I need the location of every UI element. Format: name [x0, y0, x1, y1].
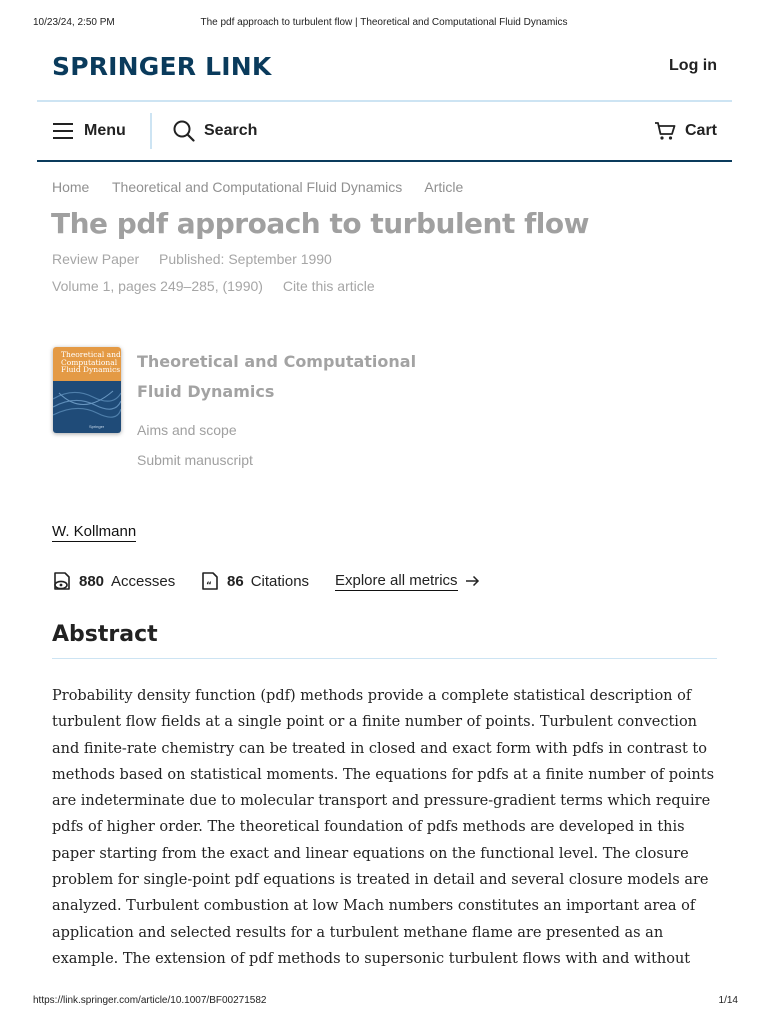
cover-bottom-band: [53, 381, 121, 433]
nav-bar: [37, 102, 732, 160]
breadcrumb-home[interactable]: Home: [52, 179, 90, 195]
search-button[interactable]: [173, 102, 257, 160]
cover-title: Theoretical and Computational Fluid Dynamics: [61, 350, 121, 374]
article-volume: Volume 1, pages 249–285, (1990): [52, 278, 263, 294]
svg-text:“: “: [206, 581, 212, 591]
accesses-metric: [52, 569, 175, 593]
citations-metric: [200, 569, 309, 593]
search-icon: [173, 120, 195, 142]
published-date: Published: September 1990: [159, 251, 332, 267]
abstract-heading: Abstract: [52, 622, 158, 647]
arrow-right-icon: [465, 575, 481, 587]
cite-article-link[interactable]: Cite this article: [282, 278, 375, 294]
metrics-bar: [52, 569, 552, 593]
author-link[interactable]: W. Kollmann: [52, 523, 137, 540]
springer-link-logo[interactable]: SPRINGER LINK: [52, 52, 272, 81]
cart-icon: [654, 121, 676, 141]
breadcrumb-article[interactable]: Article: [424, 179, 464, 195]
print-url: https://link.springer.com/article/10.1007/BF00271582: [33, 995, 267, 1006]
print-doc-title: The pdf approach to turbulent flow | Theoretical and Computational Fluid Dynamics: [200, 17, 568, 28]
article-type: Review Paper: [52, 251, 140, 267]
cover-swirl-graphic: [53, 381, 121, 433]
explore-metrics-label: Explore all metrics: [335, 571, 458, 589]
cart-button[interactable]: [654, 102, 717, 160]
abstract-text: Probability density function (pdf) methods provide a complete statistical description of turbulent flow fields at a single point or a finite number of points. Turbulent convection and finite-rate chemistry can be treated in closed and exact form with pdfs in contrast to methods based on statistical moments. The equations for pdfs at a finite number of points are indeterminate due to molecular transport and pressure-gradient terms which require pdfs of higher order. The theoretical foundation of pdfs methods are developed in this paper starting from the exact and linear equations on the functional level. The closure problem for single-point pdf equations is treated in detail and several closure models are analyzed. Turbulent combustion at low Mach numbers constitutes an important area of application and selected results for a turbulent methane flame are presented as an example. The extension of pdf methods to supersonic turbulent flows with and without: [52, 688, 715, 967]
breadcrumb: [52, 179, 482, 195]
journal-title-link[interactable]: Theoretical and Computational Fluid Dynamics: [137, 352, 417, 401]
print-footer: [33, 995, 738, 1009]
article-meta: [52, 251, 348, 267]
accesses-count: 880: [79, 572, 105, 590]
cart-label: Cart: [684, 122, 717, 139]
print-header: [33, 17, 735, 31]
menu-button[interactable]: [53, 102, 126, 160]
print-page-number: 1/14: [718, 995, 738, 1006]
aims-scope-link[interactable]: Aims and scope: [137, 422, 237, 438]
quote-document-icon: [200, 570, 222, 592]
breadcrumb-journal[interactable]: Theoretical and Computational Fluid Dynamics: [112, 179, 403, 195]
nav-divider-bottom: [37, 160, 732, 162]
journal-cover[interactable]: [53, 347, 121, 433]
nav-divider: [150, 113, 152, 149]
abstract-divider: [52, 658, 717, 659]
cover-publisher: Springer: [89, 424, 105, 429]
search-label: Search: [204, 122, 258, 139]
explore-metrics-link[interactable]: [335, 569, 481, 593]
page-title: The pdf approach to turbulent flow: [51, 207, 589, 240]
hamburger-icon: [53, 123, 75, 139]
eye-document-icon: [52, 570, 74, 592]
citations-label: Citations: [250, 572, 310, 590]
accesses-label: Accesses: [111, 572, 176, 590]
login-link[interactable]: Log in: [669, 57, 717, 74]
print-datetime: 10/23/24, 2:50 PM: [33, 17, 115, 28]
menu-label: Menu: [84, 122, 126, 139]
article-volume-row: [52, 278, 391, 294]
citations-count: 86: [227, 572, 244, 590]
submit-manuscript-link[interactable]: Submit manuscript: [137, 452, 253, 468]
